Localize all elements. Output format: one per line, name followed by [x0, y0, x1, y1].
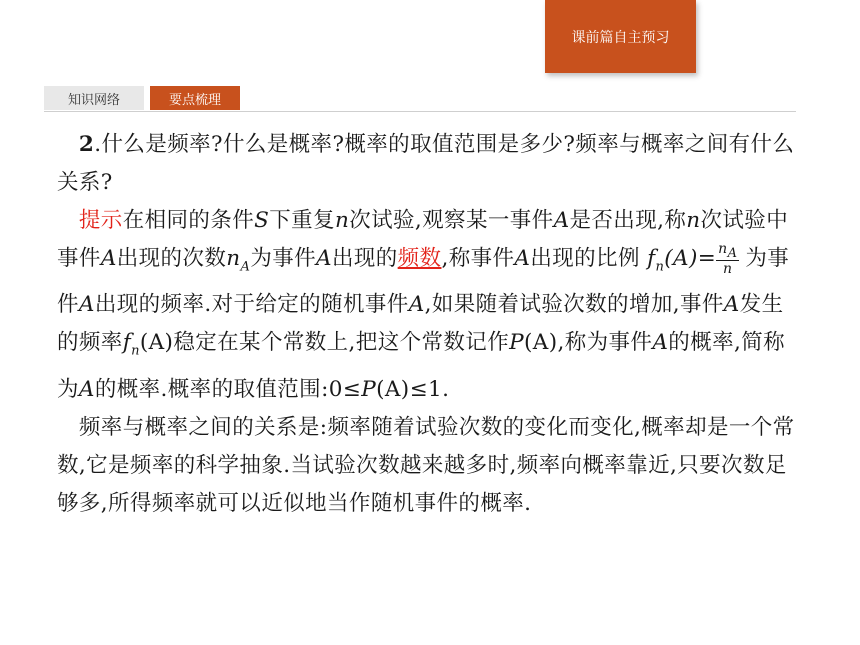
answer-text: ≤1. [409, 376, 450, 402]
answer-text: 稳定在某个常数上,把这个常数记作 [173, 330, 510, 356]
answer-text: 的概率.概率的取值范围:0≤ [94, 376, 362, 402]
content-body [57, 126, 797, 523]
answer-text: (A) [376, 376, 410, 402]
answer-var: f [122, 330, 132, 356]
answer-var: n [686, 208, 701, 233]
section-header-label: 课前篇自主预习 [571, 29, 670, 46]
relation-text: 频率与概率之间的关系是:频率随着试验次数的变化而变化,概率却是一个常数,它是频率的科学抽象.当试验次数越来越多时,频率向概率靠近,只要次数足够多,所得频率就可以近似地当作随机事件的概率. [57, 414, 795, 516]
answer-var: A [652, 330, 669, 356]
answer-var: A [723, 292, 740, 318]
answer-text: 为事件 [57, 246, 790, 318]
answer-var: A [100, 246, 117, 271]
answer-var: A [408, 292, 425, 318]
fraction-numerator-text: n [718, 240, 728, 257]
answer-text: ,称事件 [441, 246, 515, 271]
answer-text: (A) [523, 330, 558, 356]
divider-line [44, 111, 796, 112]
answer-subscript: n [655, 259, 665, 275]
answer-var: f [647, 246, 656, 271]
answer-text: 次试验中事件 [57, 208, 789, 271]
relation-paragraph [57, 409, 797, 523]
tab-key-points[interactable] [150, 86, 240, 110]
answer-text: 出现的次数 [116, 246, 227, 271]
answer-var: A [553, 208, 570, 233]
answer-var: P [509, 330, 524, 356]
answer-var: P [361, 376, 377, 402]
answer-text: 是否出现,称 [569, 208, 687, 233]
answer-var: n [226, 246, 241, 271]
answer-text: ,如果随着试验次数的增加,事件 [424, 292, 724, 318]
answer-text: 下重复 [269, 208, 335, 233]
answer-var: A [78, 292, 95, 318]
section-header-tab[interactable] [545, 0, 696, 73]
fraction-numerator-subscript: A [727, 245, 738, 261]
answer-text: 次试验,观察某一事件 [349, 208, 554, 233]
answer-text: (A) [139, 330, 174, 356]
answer-text: 出现的 [331, 246, 398, 271]
question-text: .什么是频率?什么是概率?概率的取值范围是多少?频率与概率之间有什么关系? [57, 132, 795, 195]
fraction-formula [716, 242, 739, 277]
fraction-numerator [716, 242, 739, 262]
answer-subscript: A [240, 259, 251, 275]
tab-knowledge-network-label: 知识网络 [67, 92, 120, 108]
answer-var: A [514, 246, 531, 271]
answer-text: 在相同的条件 [122, 208, 255, 233]
answer-var: n [334, 208, 350, 233]
question-paragraph [57, 126, 797, 202]
tab-key-points-label: 要点梳理 [168, 92, 221, 108]
highlighted-term-frequency-count: 频数 [397, 246, 442, 271]
answer-paragraph [57, 202, 797, 409]
answer-subscript: n [131, 343, 140, 359]
answer-var: (A)= [664, 246, 717, 271]
answer-text: 发生的频率 [57, 292, 784, 356]
question-number: 2 [78, 132, 95, 157]
answer-text: 出现的比例 [530, 246, 648, 271]
answer-var: S [254, 208, 270, 233]
answer-var: A [316, 246, 332, 271]
answer-text: ,称为事件 [557, 330, 653, 356]
answer-text: 为事件 [250, 246, 317, 271]
answer-text: 出现的频率.对于给定的随机事件 [94, 292, 409, 318]
fraction-denominator: n [723, 261, 733, 278]
answer-text: 的概率,简称为 [57, 330, 786, 402]
hint-label: 提示 [78, 208, 123, 233]
tab-knowledge-network[interactable] [44, 86, 144, 110]
answer-var: A [78, 376, 95, 402]
